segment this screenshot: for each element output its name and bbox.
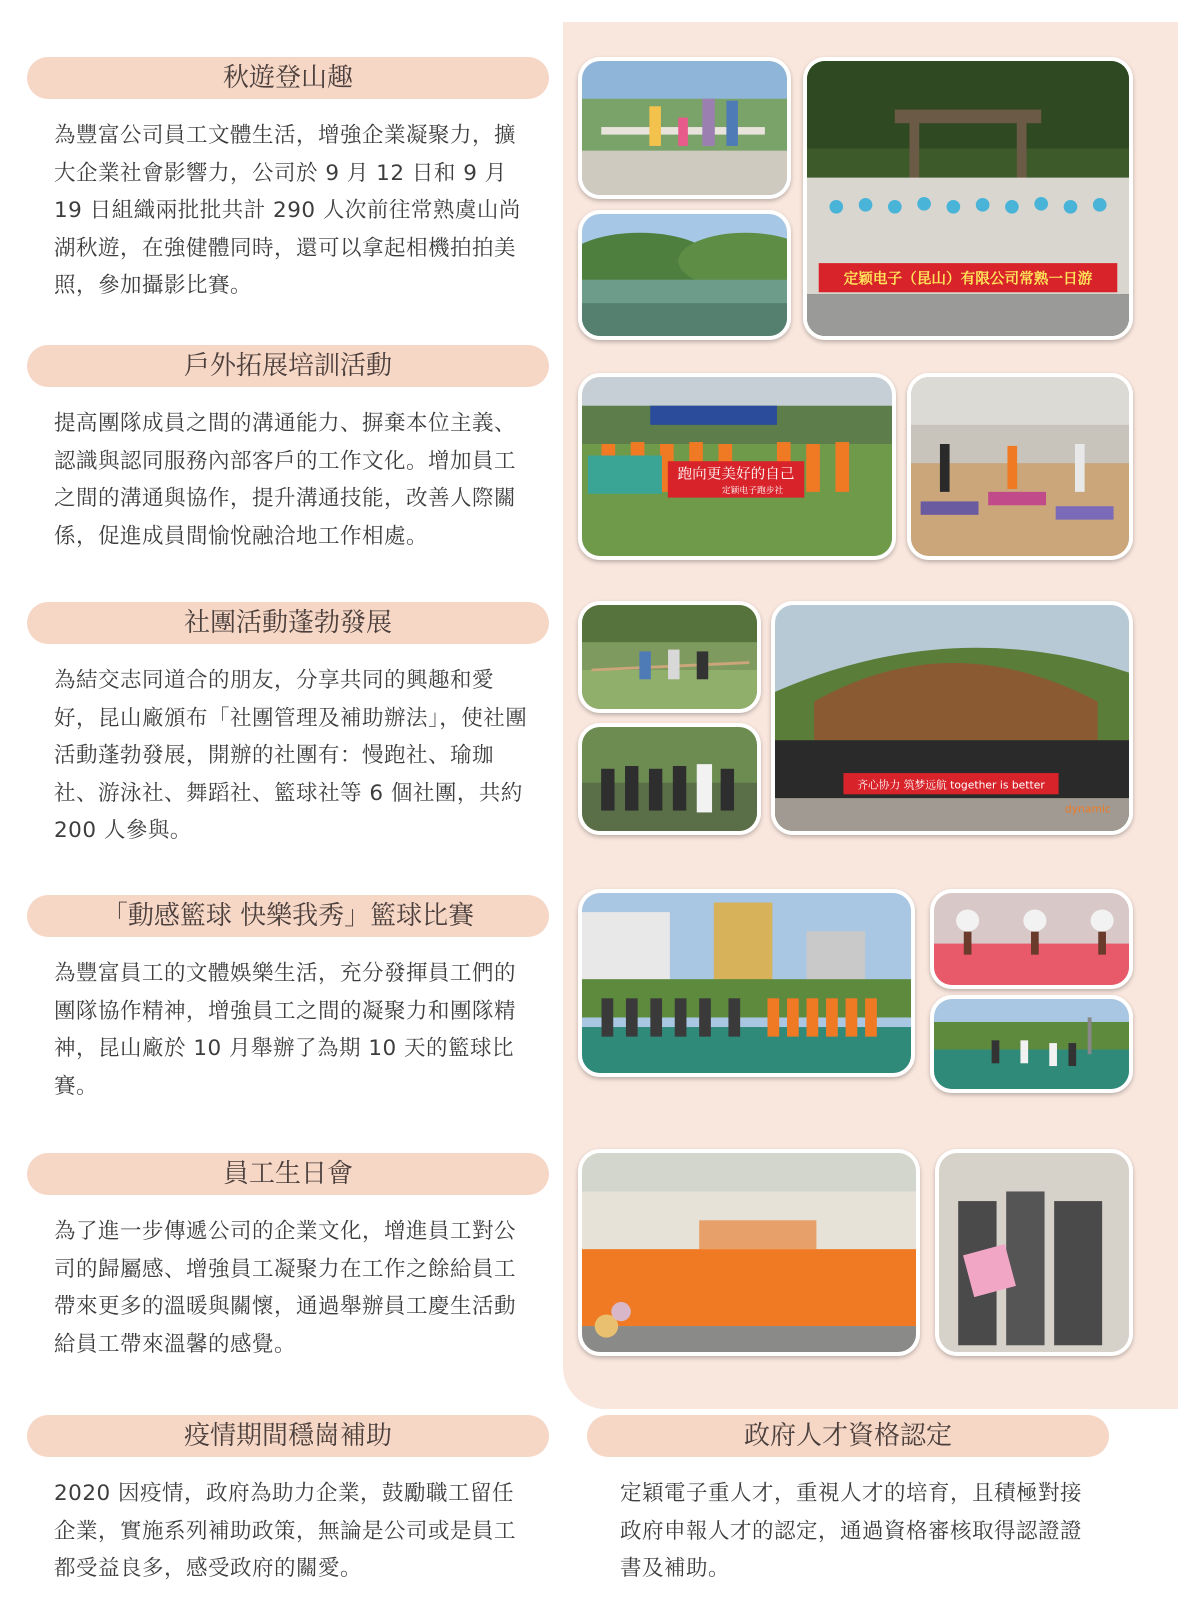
photo-club-group [771,601,1133,835]
photo-running-group [578,373,896,560]
photo-tug-of-war [578,601,761,713]
photo-basketball-game [930,995,1133,1093]
section-body-talent-certification: 定穎電子重人才，重視人才的培育，且積極對接政府申報人才的認定，通過資格審核取得認證證書及補助。 [620,1481,1083,1581]
section-body-autumn-hiking: 為豐富公司員工文體生活，增強企業凝聚力，擴大企業社會影響力，公司於 9 月 12 日和 9 月 19 日組織兩批批共計 290 人次前往常熟虞山尚湖秋遊，在強健體同時，還可以拿起相機拍拍美照，參加攝影比賽。 [54,123,521,298]
brand-mark-text: dynamic [1064,802,1111,816]
section-title-basketball: 「動感籃球 快樂我秀」籃球比賽 [27,895,549,937]
section-body-birthday-party: 為了進一步傳遞公司的企業文化，增進員工對公司的歸屬感、增強員工凝聚力在工作之餘給員工帶來更多的溫暖與關懷，通過舉辦員工慶生活動給員工帶來溫馨的感覺。 [54,1219,517,1357]
section-title-talent-certification: 政府人才資格認定 [587,1415,1109,1457]
section-body-club-activities: 為結交志同道合的朋友，分享共同的興趣和愛好，昆山廠頒布「社團管理及補助辦法」，使社團活動蓬勃發展，開辦的社團有：慢跑社、瑜珈社、游泳社、舞蹈社、籃球社等 6 個社團，共約 200 人參與。 [54,668,528,843]
banner-hiking-text: 定颖电子（昆山）有限公司常熟一日游 [843,270,1093,288]
section-title-birthday-party: 員工生日會 [27,1153,549,1195]
section-title-club-activities: 社團活動蓬勃發展 [27,602,549,644]
photo-club-members [578,723,761,835]
photo-yoga-class [907,373,1133,560]
section-title-autumn-hiking: 秋遊登山趣 [27,57,549,99]
photo-trophies [930,889,1133,989]
banner-running-subtitle: 定颖电子跑步社 [721,485,784,496]
section-title-pandemic-subsidy: 疫情期間穩崗補助 [27,1415,549,1457]
photo-lake-scenery [578,210,791,340]
banner-club-text: 齐心协力 筑梦远航 together is better [857,778,1045,792]
section-title-outdoor-training: 戶外拓展培訓活動 [27,345,549,387]
photo-basketball-team [578,889,915,1077]
section-body-pandemic-subsidy: 2020 因疫情，政府為助力企業，鼓勵職工留任企業，實施系列補助政策，無論是公司或是員工都受益良多，感受政府的關愛。 [54,1481,517,1581]
photo-hiking-group [803,57,1133,340]
photo-birthday-lottery [935,1149,1133,1356]
photo-birthday-group [578,1149,920,1356]
section-body-basketball: 為豐富員工的文體娛樂生活，充分發揮員工們的團隊協作精神，增強員工之間的凝聚力和團隊精神，昆山廠於 10 月舉辦了為期 10 天的籃球比賽。 [54,961,517,1099]
banner-running-title: 跑向更美好的自己 [677,466,795,483]
photo-family-on-bridge [578,57,791,199]
section-body-outdoor-training: 提高團隊成員之間的溝通能力、摒棄本位主義、認識與認同服務內部客戶的工作文化。增加員工之間的溝通與協作，提升溝通技能，改善人際關係，促進成員間愉悅融洽地工作相處。 [54,411,517,549]
